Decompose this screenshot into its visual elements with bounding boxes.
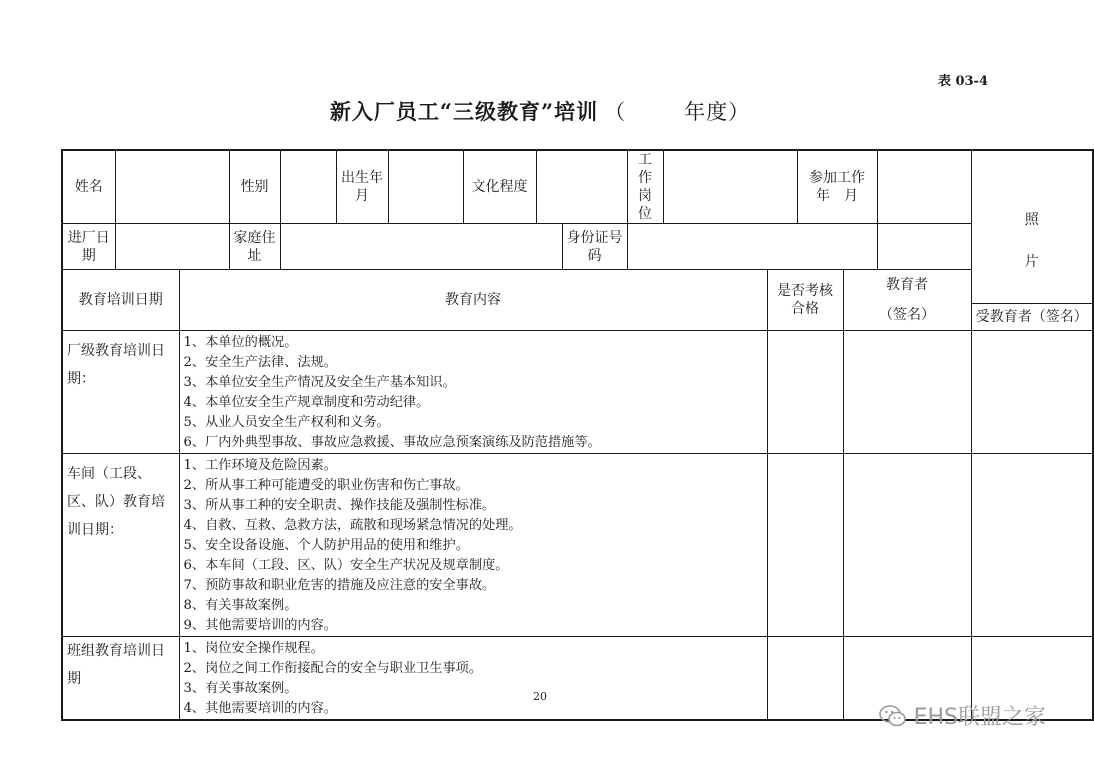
title-paren: （ — [604, 100, 627, 124]
educator-sign-field-workshop[interactable] — [843, 454, 971, 637]
address-field[interactable] — [280, 224, 562, 270]
educator-sign-label: （签名） — [879, 307, 935, 323]
content-item: 9、其他需要培训的内容。 — [183, 618, 337, 633]
section-content-factory — [179, 331, 767, 454]
photo-area — [976, 179, 1089, 303]
content-item: 2、所从事工种可能遭受的职业伤害和伤亡事故。 — [183, 478, 469, 493]
content-item: 2、安全生产法律、法规。 — [183, 355, 337, 370]
content-item: 3、有关事故案例。 — [183, 681, 298, 696]
section-content-team — [179, 637, 767, 721]
entry-date-label: 进厂日期 — [62, 224, 115, 270]
content-item: 2、岗位之间工作衔接配合的安全与职业卫生事项。 — [183, 661, 483, 676]
section-label-factory: 厂级教育培训日期： — [62, 331, 179, 454]
work-start-label: 参加工作 年 月 — [797, 150, 877, 224]
gender-label: 性别 — [229, 150, 280, 224]
position-field[interactable] — [663, 150, 797, 224]
trainee-header: 受教育者（签名） — [972, 303, 1093, 330]
trainee-sign-field-workshop[interactable] — [971, 454, 1093, 637]
name-label: 姓名 — [62, 150, 115, 224]
content-item: 7、预防事故和职业危害的措施及应注意的安全事故。 — [183, 578, 496, 593]
passed-field-workshop[interactable] — [767, 454, 843, 637]
content-item: 5、从业人员安全生产权利和义务。 — [183, 415, 390, 430]
content-item: 1、工作环境及危险因素。 — [183, 458, 337, 473]
watermark-text: EHS联盟之家 — [913, 705, 1046, 730]
watermark — [878, 700, 1046, 731]
title-text: 新入厂员工“三级教育”培训 — [329, 99, 599, 124]
column-content: 教育内容 — [179, 270, 767, 331]
content-item: 3、本单位安全生产情况及安全生产基本知识。 — [183, 375, 456, 390]
photo-label-2: 片 — [1024, 254, 1039, 270]
column-passed: 是否考核合格 — [767, 270, 843, 331]
gender-field[interactable] — [280, 150, 336, 224]
photo-label-1: 照 — [1024, 212, 1039, 228]
passed-field-factory[interactable] — [767, 331, 843, 454]
content-item: 3、所从事工种的安全职责、操作技能及强制性标准。 — [183, 498, 496, 513]
content-item: 5、安全设备设施、个人防护用品的使用和维护。 — [183, 538, 469, 553]
content-item: 4、本单位安全生产规章制度和劳动纪律。 — [183, 395, 430, 410]
page-title — [0, 96, 1080, 126]
education-field[interactable] — [536, 150, 627, 224]
content-item: 1、岗位安全操作规程。 — [183, 641, 324, 656]
title-year: 年度） — [684, 100, 751, 124]
entry-date-field[interactable] — [115, 224, 229, 270]
birth-label: 出生年月 — [336, 150, 388, 224]
page-number: 20 — [533, 690, 547, 703]
section-label-team: 班组教育培训日期 — [62, 637, 179, 721]
column-educator — [843, 270, 971, 331]
educator-sign-field-factory[interactable] — [843, 331, 971, 454]
id-number-field[interactable] — [627, 224, 877, 270]
education-label: 文化程度 — [463, 150, 536, 224]
name-field[interactable] — [115, 150, 229, 224]
section-label-workshop: 车间（工段、区、队）教育培训日期： — [62, 454, 179, 637]
id-number-label: 身份证号 码 — [562, 224, 627, 270]
content-item: 6、本车间（工段、区、队）安全生产状况及规章制度。 — [183, 558, 509, 573]
section-content-workshop — [179, 454, 767, 637]
content-item: 8、有关事故案例。 — [183, 598, 298, 613]
training-form-table — [61, 149, 1094, 721]
address-label: 家庭住址 — [229, 224, 280, 270]
photo-box[interactable] — [971, 150, 1093, 331]
passed-field-team[interactable] — [767, 637, 843, 721]
table-code: 表 03-4 — [937, 74, 988, 89]
content-item: 6、厂内外典型事故、事故应急救援、事故应急预案演练及防范措施等。 — [183, 435, 601, 450]
content-item: 4、自救、互救、急救方法，疏散和现场紧急情况的处理。 — [183, 518, 522, 533]
wechat-icon — [878, 703, 908, 729]
content-item: 1、本单位的概况。 — [183, 335, 298, 350]
birth-field[interactable] — [388, 150, 463, 224]
educator-label: 教育者 — [886, 277, 928, 293]
work-start-field[interactable] — [877, 150, 971, 224]
position-label: 工作岗位 — [627, 150, 663, 224]
content-item: 4、其他需要培训的内容。 — [183, 701, 337, 716]
column-date: 教育培训日期 — [62, 270, 179, 331]
trainee-sign-field-factory[interactable] — [971, 331, 1093, 454]
